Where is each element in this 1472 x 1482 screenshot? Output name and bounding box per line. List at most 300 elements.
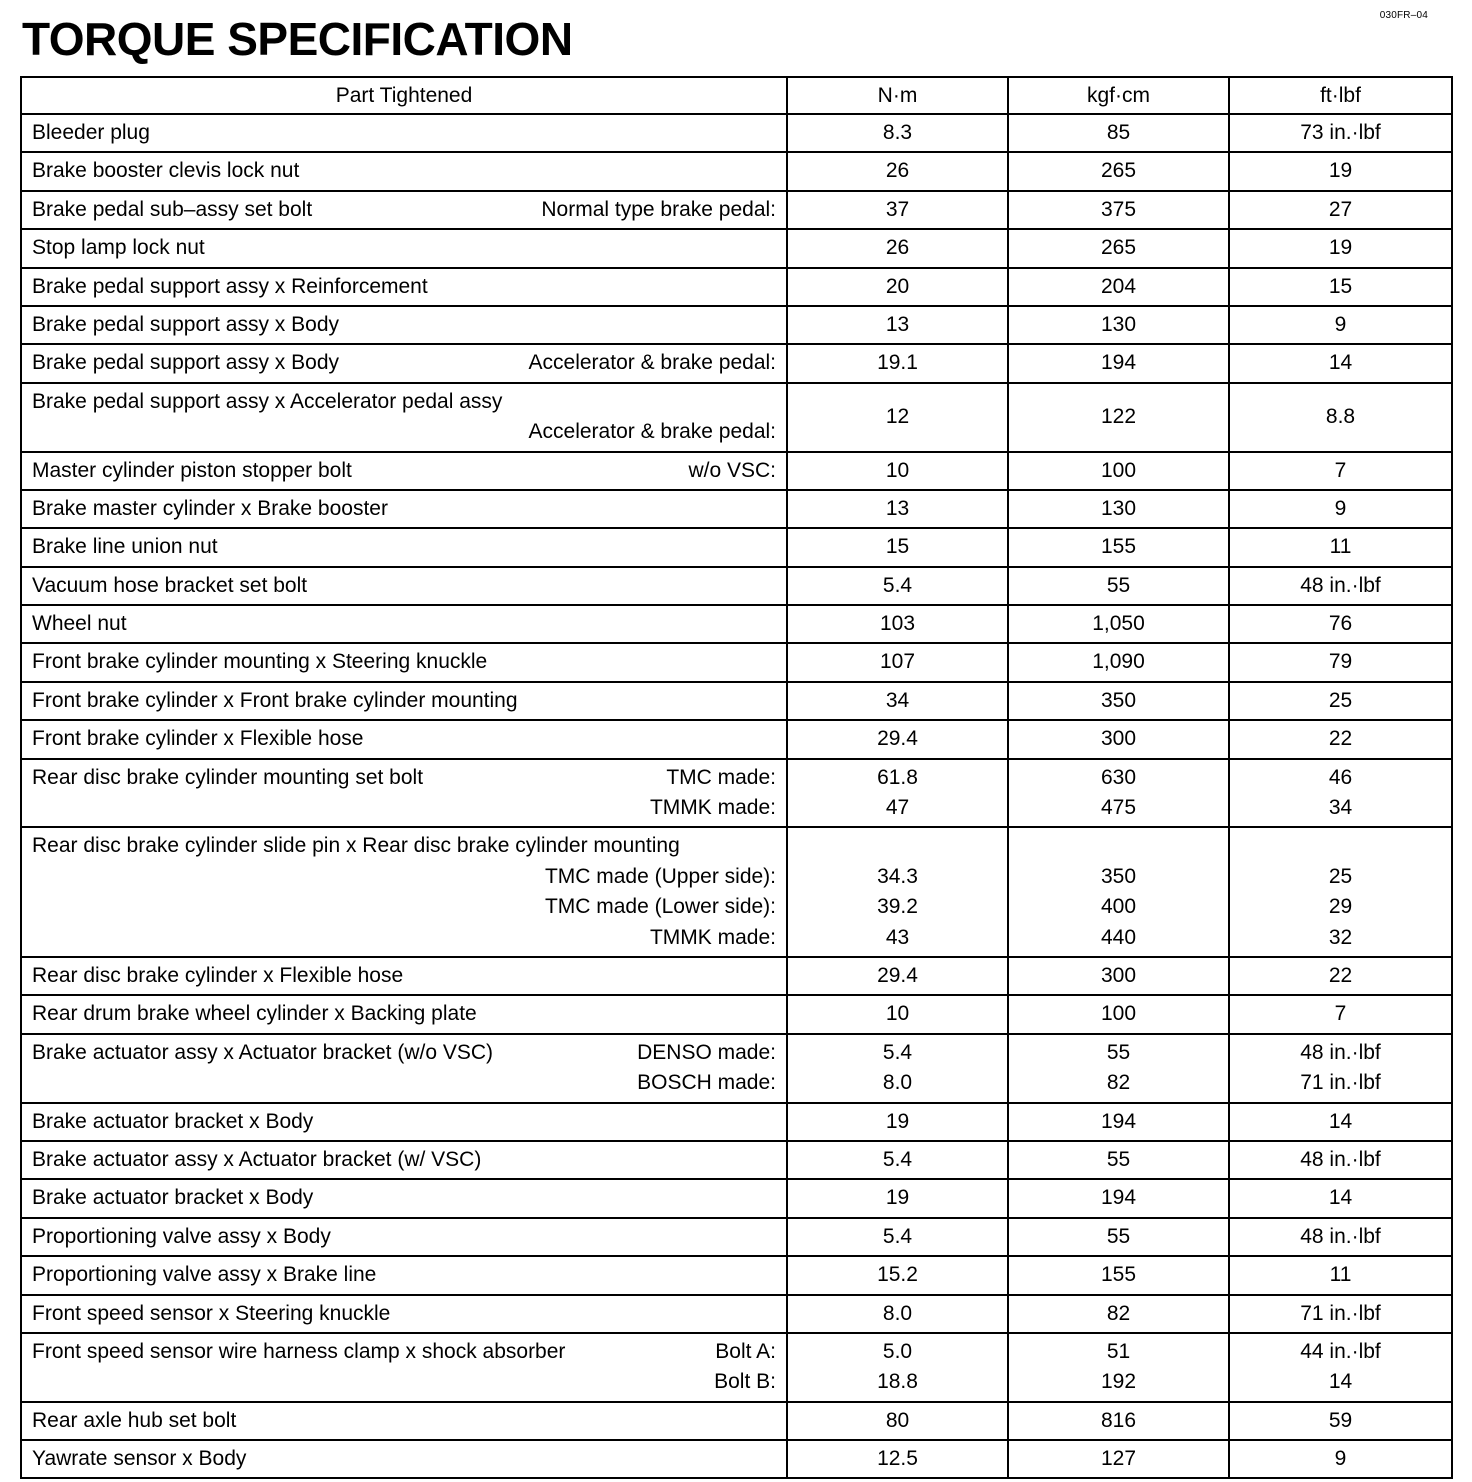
value-nm: 5.4 [882, 1224, 913, 1248]
value-kgf: 82 [1106, 1071, 1131, 1095]
table-row [21, 567, 1452, 605]
part-line [22, 961, 786, 991]
value-ft: 76 [1328, 612, 1353, 636]
value-nm: 103 [879, 612, 916, 636]
table-row [21, 152, 1452, 190]
table-row [21, 490, 1452, 528]
part-cell [21, 605, 787, 643]
value-kgf-cell [1008, 1141, 1229, 1179]
value-ft-cell [1229, 1402, 1452, 1440]
part-cell [21, 1402, 787, 1440]
part-line [22, 1222, 786, 1252]
value-ft: 11 [1329, 1263, 1352, 1287]
value-nm-cell [787, 605, 1008, 643]
part-condition: TMMK made: [649, 796, 776, 820]
value-nm: 12 [885, 404, 910, 428]
value-kgf: 300 [1100, 963, 1137, 987]
column-header-nm: N·m [787, 77, 1008, 114]
value-nm-cell [787, 827, 1008, 957]
value-kgf-cell [1008, 1402, 1229, 1440]
value-nm-cell [787, 306, 1008, 344]
value-ft-cell [1229, 682, 1452, 720]
column-header-kgf: kgf·cm [1008, 77, 1229, 114]
value-nm: 5.0 [882, 1339, 913, 1363]
value-nm-cell [787, 957, 1008, 995]
value-kgf: 85 [1106, 121, 1131, 144]
part-name: Stop lamp lock nut [32, 236, 205, 260]
value-ft: 59 [1328, 1408, 1353, 1432]
value-kgf: 51 [1106, 1339, 1131, 1363]
value-ft-cell [1229, 1295, 1452, 1333]
value-nm: 8.0 [882, 1071, 913, 1095]
page-title: TORQUE SPECIFICATION [22, 13, 573, 65]
value-nm-cell [787, 490, 1008, 528]
part-line [22, 923, 786, 953]
table-row [21, 995, 1452, 1033]
value-nm: 5.4 [882, 1147, 913, 1171]
value-kgf-cell [1008, 268, 1229, 306]
part-cell [21, 720, 787, 758]
value-nm: 5.4 [882, 1040, 913, 1064]
value-kgf: 155 [1100, 535, 1137, 559]
part-line [22, 999, 786, 1029]
part-name: Front speed sensor x Steering knuckle [32, 1301, 391, 1325]
value-kgf-cell [1008, 1103, 1229, 1141]
table-row [21, 1295, 1452, 1333]
value-nm-cell [787, 759, 1008, 828]
value-kgf: 55 [1106, 1224, 1131, 1248]
part-cell [21, 643, 787, 681]
value-ft: 32 [1328, 925, 1353, 949]
value-kgf-cell [1008, 759, 1229, 828]
part-condition: TMMK made: [649, 925, 776, 949]
value-nm: 26 [885, 159, 910, 183]
part-line [22, 892, 786, 922]
table-row [21, 605, 1452, 643]
value-kgf: 440 [1100, 925, 1137, 949]
value-kgf: 55 [1106, 573, 1131, 597]
value-kgf-cell [1008, 643, 1229, 681]
value-kgf: 265 [1100, 236, 1137, 260]
part-line [22, 1260, 786, 1290]
table-row [21, 191, 1452, 229]
part-cell [21, 152, 787, 190]
table-row [21, 229, 1452, 267]
table-row [21, 1440, 1452, 1478]
value-kgf: 127 [1100, 1447, 1137, 1471]
part-line [22, 1406, 786, 1436]
table-row [21, 1218, 1452, 1256]
value-nm: 29.4 [877, 963, 918, 987]
value-ft: 19 [1328, 159, 1353, 183]
value-kgf-cell [1008, 383, 1229, 452]
value-nm: 10 [885, 458, 910, 482]
document-code: 030FR–04 [1379, 10, 1428, 21]
value-ft: 44 in.·lbf [1300, 1339, 1381, 1363]
value-kgf: 194 [1100, 1109, 1137, 1133]
part-condition: DENSO made: [637, 1040, 776, 1064]
value-nm-cell [787, 1402, 1008, 1440]
value-kgf: 400 [1100, 895, 1137, 919]
part-line [22, 456, 786, 486]
value-ft: 34 [1328, 796, 1353, 820]
value-nm: 13 [885, 312, 910, 336]
value-kgf: 55 [1106, 1040, 1131, 1064]
value-ft-cell [1229, 490, 1452, 528]
torque-spec-table [20, 76, 1453, 1479]
part-condition: BOSCH made: [637, 1071, 776, 1095]
value-kgf-cell [1008, 995, 1229, 1033]
part-line [22, 831, 786, 861]
part-name: Brake actuator bracket x Body [32, 1186, 314, 1210]
value-ft [1230, 831, 1451, 861]
part-cell [21, 1295, 787, 1333]
part-cell [21, 1179, 787, 1217]
value-nm-cell [787, 114, 1008, 152]
part-line [22, 1038, 786, 1068]
value-kgf: 82 [1106, 1301, 1131, 1325]
part-name: Vacuum hose bracket set bolt [32, 573, 308, 597]
value-nm: 18.8 [877, 1370, 918, 1394]
part-line [22, 1299, 786, 1329]
table-row [21, 682, 1452, 720]
value-kgf: 122 [1100, 404, 1137, 428]
value-ft: 15 [1328, 274, 1353, 298]
part-name: Bleeder plug [32, 121, 150, 144]
table-row [21, 1179, 1452, 1217]
value-ft-cell [1229, 1440, 1452, 1478]
value-ft: 48 in.·lbf [1300, 573, 1381, 597]
part-name: Brake pedal support assy x Reinforcement [32, 274, 428, 298]
value-nm-cell [787, 229, 1008, 267]
part-line [22, 494, 786, 524]
table-row [21, 306, 1452, 344]
part-name: Front brake cylinder x Flexible hose [32, 727, 364, 751]
table-row [21, 759, 1452, 828]
value-ft: 7 [1334, 458, 1347, 482]
value-ft-cell [1229, 306, 1452, 344]
value-nm-cell [787, 1103, 1008, 1141]
value-kgf-cell [1008, 528, 1229, 566]
value-nm: 29.4 [877, 727, 918, 751]
value-nm-cell [787, 268, 1008, 306]
part-line [22, 571, 786, 601]
value-nm: 37 [885, 197, 910, 221]
value-ft-cell [1229, 720, 1452, 758]
table-row [21, 643, 1452, 681]
value-ft-cell [1229, 567, 1452, 605]
value-ft-cell [1229, 1256, 1452, 1294]
value-nm-cell [787, 1034, 1008, 1103]
value-nm-cell [787, 383, 1008, 452]
value-nm-cell [787, 1333, 1008, 1402]
part-name: Yawrate sensor x Body [32, 1447, 247, 1471]
value-ft: 22 [1328, 963, 1353, 987]
part-name: Rear axle hub set bolt [32, 1408, 237, 1432]
part-name: Brake actuator assy x Actuator bracket (w/o VSC) [32, 1040, 494, 1064]
table-row [21, 114, 1452, 152]
column-header-ft: ft·lbf [1229, 77, 1452, 114]
value-ft-cell [1229, 152, 1452, 190]
part-line [22, 195, 786, 225]
value-nm-cell [787, 452, 1008, 490]
part-condition: TMC made: [666, 765, 776, 789]
part-cell [21, 1333, 787, 1402]
value-ft: 25 [1328, 864, 1353, 888]
value-ft-cell [1229, 229, 1452, 267]
value-ft-cell [1229, 452, 1452, 490]
value-kgf-cell [1008, 1034, 1229, 1103]
value-ft: 14 [1328, 351, 1353, 375]
value-ft: 22 [1328, 727, 1353, 751]
value-ft: 9 [1334, 312, 1347, 336]
part-name: Wheel nut [32, 612, 127, 636]
value-ft: 7 [1334, 1002, 1347, 1026]
value-nm-cell [787, 643, 1008, 681]
value-nm: 26 [885, 236, 910, 260]
value-kgf: 350 [1100, 688, 1137, 712]
value-kgf-cell [1008, 191, 1229, 229]
value-ft-cell [1229, 1141, 1452, 1179]
part-name: Brake line union nut [32, 535, 218, 559]
value-kgf: 204 [1100, 274, 1137, 298]
value-ft: 25 [1328, 688, 1353, 712]
value-nm: 19 [885, 1186, 910, 1210]
value-nm: 43 [885, 925, 910, 949]
part-name: Brake pedal support assy x Accelerator pedal assy [32, 389, 503, 413]
table-row [21, 1034, 1452, 1103]
part-name: Brake booster clevis lock nut [32, 159, 300, 183]
value-kgf: 192 [1100, 1370, 1137, 1394]
part-line [22, 609, 786, 639]
value-kgf: 100 [1100, 458, 1137, 482]
part-line [22, 647, 786, 677]
part-cell [21, 452, 787, 490]
part-line [22, 724, 786, 754]
part-name: Front brake cylinder mounting x Steering knuckle [32, 650, 488, 674]
value-nm: 8.0 [882, 1301, 913, 1325]
value-nm: 39.2 [877, 895, 918, 919]
value-kgf: 816 [1100, 1408, 1137, 1432]
value-nm: 19 [885, 1109, 910, 1133]
part-line [22, 417, 786, 447]
value-ft-cell [1229, 759, 1452, 828]
value-kgf: 350 [1100, 864, 1137, 888]
value-nm-cell [787, 1256, 1008, 1294]
part-cell [21, 344, 787, 382]
part-name: Brake actuator bracket x Body [32, 1109, 314, 1133]
value-nm-cell [787, 1295, 1008, 1333]
table-row [21, 1141, 1452, 1179]
part-name: Proportioning valve assy x Body [32, 1224, 331, 1248]
part-condition: Normal type brake pedal: [541, 197, 776, 221]
value-kgf: 194 [1100, 1186, 1137, 1210]
column-header-part: Part Tightened [21, 77, 787, 114]
value-kgf: 630 [1100, 765, 1137, 789]
part-cell [21, 306, 787, 344]
value-ft: 11 [1329, 535, 1352, 559]
value-nm: 15 [885, 535, 910, 559]
table-row [21, 1333, 1452, 1402]
table-row [21, 1402, 1452, 1440]
value-ft: 8.8 [1325, 404, 1356, 428]
value-ft: 73 in.·lbf [1300, 121, 1381, 144]
part-line [22, 1145, 786, 1175]
value-ft: 27 [1328, 197, 1353, 221]
part-cell [21, 1103, 787, 1141]
part-cell [21, 191, 787, 229]
value-kgf: 130 [1100, 312, 1137, 336]
part-name: Rear disc brake cylinder x Flexible hose [32, 963, 404, 987]
part-condition: w/o VSC: [688, 458, 776, 482]
value-ft: 48 in.·lbf [1300, 1224, 1381, 1248]
part-line [22, 387, 786, 417]
value-kgf: 1,050 [1092, 612, 1145, 636]
part-name: Brake actuator assy x Actuator bracket (w/ VSC) [32, 1147, 482, 1171]
value-nm-cell [787, 1179, 1008, 1217]
part-condition: TMC made (Lower side): [544, 895, 776, 919]
table-body [21, 114, 1452, 1478]
part-line [22, 793, 786, 823]
value-kgf-cell [1008, 152, 1229, 190]
value-nm: 10 [885, 1002, 910, 1026]
value-kgf-cell [1008, 957, 1229, 995]
part-cell [21, 827, 787, 957]
value-kgf: 265 [1100, 159, 1137, 183]
value-nm-cell [787, 191, 1008, 229]
part-name: Brake pedal support assy x Body [32, 312, 340, 336]
value-ft-cell [1229, 383, 1452, 452]
part-condition: Bolt A: [715, 1339, 776, 1363]
value-ft-cell [1229, 1333, 1452, 1402]
value-ft: 46 [1328, 765, 1353, 789]
part-condition: Bolt B: [714, 1370, 776, 1394]
value-ft-cell [1229, 1179, 1452, 1217]
value-kgf-cell [1008, 720, 1229, 758]
value-ft: 29 [1328, 895, 1353, 919]
part-cell [21, 682, 787, 720]
value-ft-cell [1229, 1034, 1452, 1103]
part-name: Proportioning valve assy x Brake line [32, 1263, 377, 1287]
value-kgf-cell [1008, 1179, 1229, 1217]
value-nm-cell [787, 152, 1008, 190]
value-nm: 20 [885, 274, 910, 298]
part-name: Brake master cylinder x Brake booster [32, 496, 388, 520]
value-ft-cell [1229, 1218, 1452, 1256]
table-row [21, 344, 1452, 382]
value-ft-cell [1229, 995, 1452, 1033]
table-header-row [21, 77, 1452, 114]
table-row [21, 1103, 1452, 1141]
value-nm-cell [787, 344, 1008, 382]
value-nm [788, 831, 1007, 861]
part-name: Brake pedal support assy x Body [32, 351, 340, 375]
part-condition: TMC made (Upper side): [544, 864, 776, 888]
part-line [22, 1337, 786, 1367]
part-line [22, 310, 786, 340]
part-cell [21, 1440, 787, 1478]
value-nm-cell [787, 1141, 1008, 1179]
value-kgf: 100 [1100, 1002, 1137, 1026]
value-nm: 13 [885, 496, 910, 520]
value-ft: 19 [1328, 236, 1353, 260]
value-ft-cell [1229, 643, 1452, 681]
part-cell [21, 528, 787, 566]
part-line [22, 1183, 786, 1213]
part-cell [21, 567, 787, 605]
value-kgf-cell [1008, 1333, 1229, 1402]
value-ft: 48 in.·lbf [1300, 1147, 1381, 1171]
value-ft: 79 [1328, 650, 1353, 674]
value-kgf: 1,090 [1092, 650, 1145, 674]
part-line [22, 348, 786, 378]
part-cell [21, 957, 787, 995]
part-cell [21, 490, 787, 528]
value-kgf [1009, 831, 1228, 861]
part-line [22, 118, 786, 148]
value-nm: 8.3 [882, 121, 913, 144]
part-cell [21, 268, 787, 306]
part-cell [21, 1256, 787, 1294]
part-line [22, 763, 786, 793]
part-cell [21, 1034, 787, 1103]
value-ft-cell [1229, 605, 1452, 643]
value-ft-cell [1229, 344, 1452, 382]
table-row [21, 1256, 1452, 1294]
value-ft: 14 [1328, 1186, 1353, 1210]
value-ft-cell [1229, 957, 1452, 995]
value-kgf-cell [1008, 1256, 1229, 1294]
value-nm: 34.3 [877, 864, 918, 888]
value-kgf: 55 [1106, 1147, 1131, 1171]
value-nm: 47 [885, 796, 910, 820]
value-kgf: 130 [1100, 496, 1137, 520]
part-cell [21, 229, 787, 267]
part-name: Front brake cylinder x Front brake cylinder mounting [32, 688, 518, 712]
value-nm: 5.4 [882, 573, 913, 597]
value-kgf: 155 [1100, 1263, 1137, 1287]
value-kgf-cell [1008, 229, 1229, 267]
value-kgf: 194 [1100, 351, 1137, 375]
value-kgf-cell [1008, 344, 1229, 382]
value-ft-cell [1229, 268, 1452, 306]
value-nm-cell [787, 567, 1008, 605]
part-line [22, 233, 786, 263]
value-ft-cell [1229, 191, 1452, 229]
table-row [21, 957, 1452, 995]
part-name: Front speed sensor wire harness clamp x shock absorber [32, 1339, 566, 1363]
value-nm-cell [787, 1440, 1008, 1478]
value-kgf-cell [1008, 452, 1229, 490]
part-cell [21, 995, 787, 1033]
value-kgf-cell [1008, 114, 1229, 152]
value-kgf-cell [1008, 306, 1229, 344]
part-cell [21, 1218, 787, 1256]
value-ft: 71 in.·lbf [1300, 1071, 1381, 1095]
part-condition: Accelerator & brake pedal: [528, 420, 776, 444]
value-kgf-cell [1008, 1295, 1229, 1333]
part-line [22, 862, 786, 892]
part-line [22, 1068, 786, 1098]
table-row [21, 268, 1452, 306]
part-line [22, 156, 786, 186]
value-kgf-cell [1008, 1440, 1229, 1478]
value-nm: 61.8 [877, 765, 918, 789]
table-row [21, 383, 1452, 452]
value-ft: 14 [1328, 1109, 1353, 1133]
part-name: Rear drum brake wheel cylinder x Backing plate [32, 1002, 477, 1026]
value-nm-cell [787, 1218, 1008, 1256]
